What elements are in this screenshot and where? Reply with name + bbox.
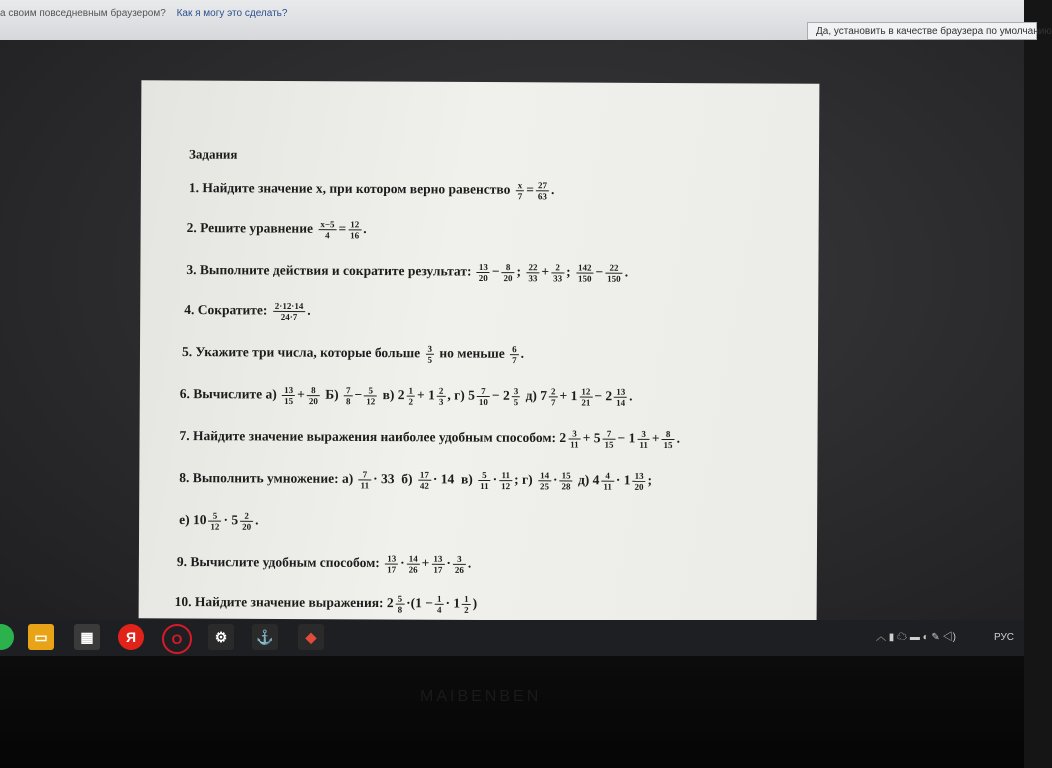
task-8e: е) 10 $\frac{5}{12}$ · 5 $\frac{2}{20}$ .: [179, 510, 259, 532]
fraction: $\frac{3}{5}$: [427, 343, 433, 365]
partial-app-icon[interactable]: [0, 624, 14, 650]
fraction: $\frac{27}{63}$: [537, 180, 548, 202]
world-of-tanks-icon[interactable]: ⚙: [208, 624, 234, 650]
fraction: $\frac{22}{150}$: [605, 263, 623, 284]
fraction: $\frac{142}{150}$: [577, 262, 592, 284]
task-3: 3. Выполните действия и сократите результат: $\frac{13}{20}$ − $\frac{8}{20}$ ; $\frac{22}{33}$ + $\frac{2}{33}$ ; $\frac{142}{150}$ − $\frac{22}{150}$ .: [186, 261, 629, 284]
store-icon[interactable]: ▦: [74, 624, 100, 650]
opera-icon[interactable]: O: [162, 624, 192, 654]
task-8: 8. Выполнить умножение: а) $\frac{7}{11}$ · 33 б) $\frac{17}{42}$ · 14 в) $\frac{5}{11}$ · $\frac{11}{12}$ ; г) $\frac{14}{25}$ · $\frac{15}{28}$ д) 4 $\frac{4}{11}$ · 1 $\frac{13}{20}$ ;: [179, 469, 653, 492]
fraction: $\frac{2\cdot 12\cdot 14}{24\cdot 7}$: [273, 301, 306, 322]
task-9: 9. Вычислите удобным способом: $\frac{13}{17}$ · $\frac{14}{26}$ + $\frac{13}{17}$ · $\frac{3}{26}$ .: [176, 553, 472, 575]
default-browser-message: а своим повседневным браузером? Как я могу это сделать?: [0, 8, 288, 19]
fraction: $\frac{x-5}{4}$: [318, 219, 336, 240]
task-4: 4. Сократите: $\frac{2\cdot 12\cdot 14}{24\cdot 7}$ .: [184, 300, 311, 323]
task-6: 6. Вычислите а) $\frac{13}{15}$ + $\frac{8}{20}$ Б) $\frac{7}{8}$ − $\frac{5}{12}$ в) 2 $\frac{1}{2}$ + 1 $\frac{2}{3}$ , г) 5 $\frac{7}{10}$ − 2 $\frac{3}{5}$ д) 7 $\frac{2}{7}$ + 1 $\frac{12}{21}$ − 2 $\frac{13}{14}$ .: [179, 384, 633, 408]
how-to-link[interactable]: Как я могу это сделать?: [176, 8, 288, 19]
document-heading: Задания: [188, 146, 238, 162]
task-1: 1. Найдите значение x, при котором верно равенство $\frac{x}{7}$ = $\frac{27}{63}$ .: [188, 180, 555, 202]
language-indicator[interactable]: РУС: [994, 632, 1015, 643]
task-5: 5. Укажите три числа, которые больше $\frac{3}{5}$ но меньше $\frac{6}{7}$ .: [181, 343, 525, 366]
task-7: 7. Найдите значение выражения наиболее удобным способом: 2 $\frac{3}{11}$ + 5 $\frac{7}{15}$ − 1 $\frac{3}{11}$ + $\frac{8}{15}$ .: [179, 428, 681, 451]
fraction: $\frac{22}{33}$: [528, 262, 538, 284]
file-explorer-icon[interactable]: ▭: [28, 624, 54, 650]
game-launcher-icon[interactable]: ◆: [298, 624, 324, 650]
yandex-browser-icon[interactable]: Я: [118, 624, 144, 650]
world-of-warships-icon[interactable]: ⚓: [252, 624, 278, 650]
task-10: 10. Найдите значение выражения: 2 $\frac{5}{8}$ ·(1 − $\frac{1}{4}$ · 1 $\frac{1}{2}$ ): [174, 593, 478, 615]
fraction: $\frac{8}{20}$: [501, 262, 514, 283]
fraction: $\frac{12}{16}$: [350, 219, 360, 241]
fraction: $\frac{6}{7}$: [512, 344, 517, 366]
tray-icons[interactable]: ︿ ▮ ☁ ▬ ◐ ✎ ◁): [876, 632, 956, 643]
browser-default-bar: [0, 0, 1052, 40]
task-2: 2. Решите уравнение $\frac{x-5}{4}$ = $\frac{12}{16}$ .: [186, 219, 367, 241]
document-image: [139, 80, 820, 622]
fraction: $\frac{13}{20}$: [478, 261, 488, 284]
fraction: $\frac{2}{33}$: [551, 262, 564, 283]
set-default-button[interactable]: Да, установить в качестве браузера по умолчанию: [807, 22, 1037, 40]
monitor-bezel: [0, 656, 1024, 768]
fraction: $\frac{x}{7}$: [517, 180, 523, 202]
taskbar: [0, 620, 1024, 656]
monitor-brand-logo: MAIBENBEN: [420, 688, 542, 705]
